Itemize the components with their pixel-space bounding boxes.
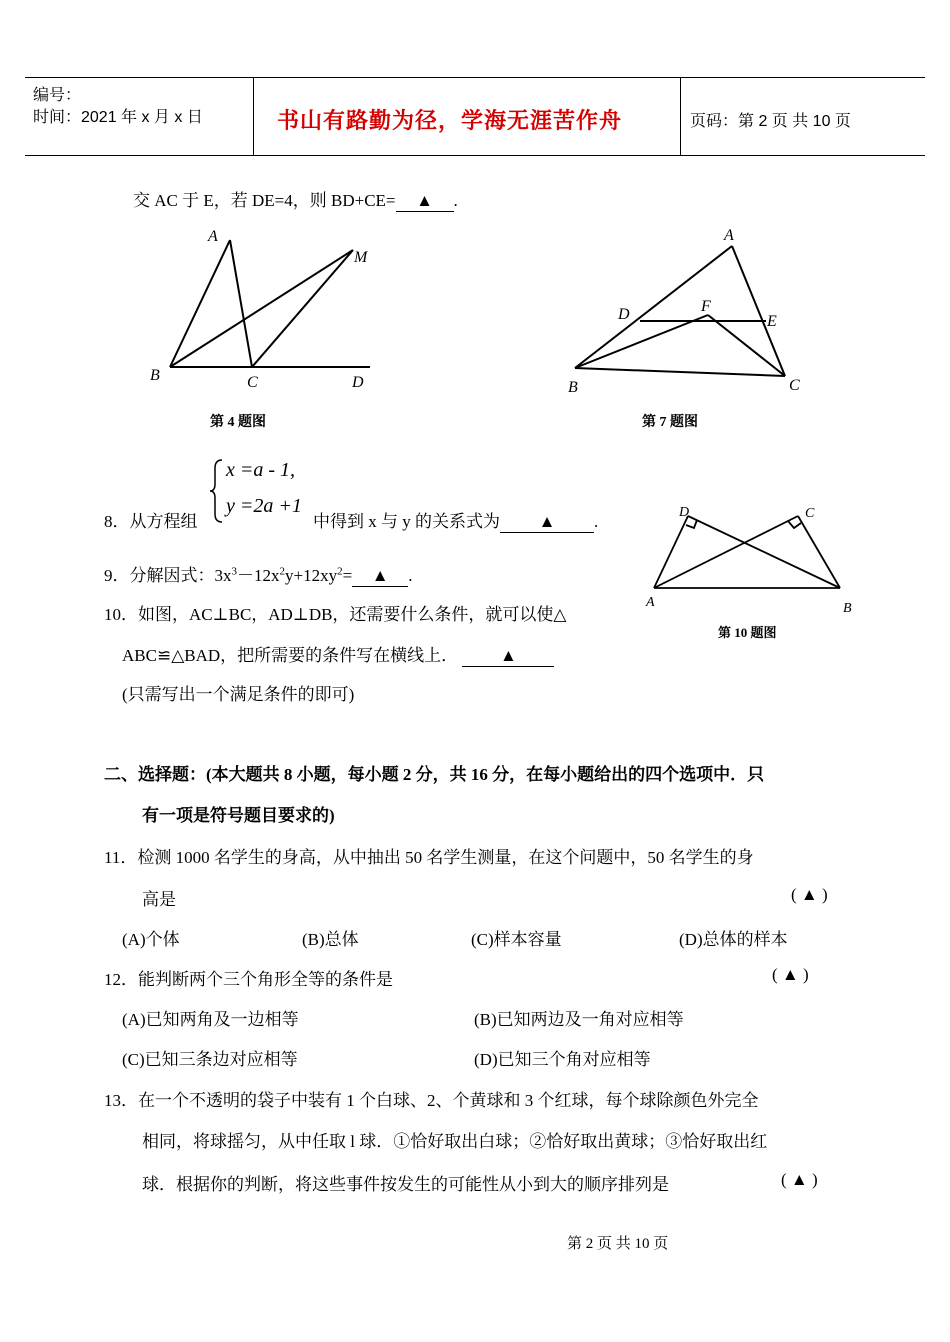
q9-exp-3: 2 <box>337 565 343 578</box>
section-2-heading-1: 二、选择题：(本大题共 8 小题，每小题 2 分，共 16 分，在每小题给出的四个选项中．只 <box>104 765 765 784</box>
q11-line-1: 11．检测 1000 名学生的身高，从中抽出 50 名学生测量，在这个问题中，50 名学生的身 <box>104 848 754 867</box>
q13-line-3: 球．根据你的判断，将这些事件按发生的可能性从小到大的顺序排列是 <box>142 1175 669 1194</box>
q13-answer-paren: ( ▲ ) <box>781 1170 818 1189</box>
section-2-heading-2: 有一项是符号题目要求的) <box>142 806 335 825</box>
header-divider-left <box>253 77 254 155</box>
q11-line-2: 高是 <box>142 890 176 909</box>
q13-line-2: 相同，将球摇匀，从中任取 l 球．①恰好取出白球；②恰好取出黄球；③恰好取出红 <box>142 1132 768 1151</box>
q7-text: 交 AC 于 E，若 DE=4，则 BD+CE= <box>133 191 396 210</box>
header-top-rule <box>25 77 925 78</box>
fig7-label-f: F <box>701 298 711 315</box>
q8-prefix: 8．从方程组 <box>104 512 198 531</box>
q9-text-4: = <box>342 566 353 585</box>
equation-line-1: x =a - 1, <box>226 459 296 481</box>
fig10-label-b: B <box>843 601 852 616</box>
fig7-label-b: B <box>568 379 578 396</box>
fig10-label-d: D <box>679 505 690 520</box>
header-motto: 书山有路勤为径，学海无涯苦作舟 <box>277 108 623 133</box>
answer-mark: ▲ <box>500 646 517 665</box>
q12-option-b: (B)已知两边及一角对应相等 <box>474 1010 684 1029</box>
footer-page-number: 第 2 页 共 10 页 <box>567 1236 669 1252</box>
period: . <box>453 191 458 210</box>
equation-brace <box>209 458 225 524</box>
page-label: 页码：第 2 页 共 10 页 <box>690 113 851 130</box>
answer-blank <box>396 191 454 212</box>
q11-answer-paren: ( ▲ ) <box>791 885 828 904</box>
answer-blank <box>500 512 594 533</box>
answer-mark: ▲ <box>538 512 556 531</box>
answer-mark: ▲ <box>416 191 433 210</box>
q12-answer-paren: ( ▲ ) <box>772 965 809 984</box>
fig7-label-d: D <box>618 306 630 323</box>
q9-text-2: －12x <box>237 566 280 585</box>
q11-option-b: (B)总体 <box>302 930 359 949</box>
time-label: 时间：2021 年 x 月 x 日 <box>33 109 203 126</box>
answer-mark: ▲ <box>371 566 389 585</box>
q12-option-d: (D)已知三个角对应相等 <box>474 1050 651 1069</box>
fig4-caption: 第 4 题图 <box>210 415 266 430</box>
period: . <box>408 566 413 585</box>
q10-text: ABC≌△BAD，把所需要的条件写在横线上． <box>122 646 459 665</box>
figure-7 <box>560 220 820 400</box>
q8-suffix <box>313 507 598 533</box>
q10-line-3: (只需写出一个满足条件的即可) <box>122 685 355 704</box>
q11-option-a: (A)个体 <box>122 930 180 949</box>
fig10-caption: 第 10 题图 <box>718 625 777 640</box>
q11-option-d: (D)总体的样本 <box>679 930 788 949</box>
answer-blank <box>462 646 554 667</box>
fig7-label-e: E <box>767 313 777 330</box>
fig4-label-d: D <box>352 374 364 391</box>
q9-exp-2: 2 <box>279 565 285 578</box>
figure-4 <box>140 220 380 400</box>
q10-line-1: 10．如图，AC⊥BC，AD⊥DB，还需要什么条件，就可以使△ <box>104 605 567 624</box>
q12-option-c: (C)已知三条边对应相等 <box>122 1050 298 1069</box>
serial-label: 编号： <box>33 87 82 104</box>
fig7-label-a: A <box>724 227 734 244</box>
answer-blank <box>352 566 408 587</box>
q8-suffix-text: 中得到 x 与 y 的关系式为 <box>313 512 500 531</box>
q9-line <box>104 561 412 587</box>
q7-continuation <box>133 186 458 212</box>
fig4-label-b: B <box>150 367 160 384</box>
q9-text-1: 9．分解因式：3x <box>104 566 232 585</box>
fig4-label-a: A <box>208 228 218 245</box>
fig4-label-c: C <box>247 374 258 391</box>
fig7-label-c: C <box>789 377 800 394</box>
fig10-label-c: C <box>805 506 815 521</box>
header-bottom-rule <box>25 155 925 156</box>
fig10-label-a: A <box>646 595 655 610</box>
header-divider-right <box>680 77 681 155</box>
q13-line-1: 13．在一个不透明的袋子中装有 1 个白球、2、个黄球和 3 个红球，每个球除颜色外完全 <box>104 1091 759 1110</box>
fig4-label-m: M <box>354 249 368 266</box>
q9-exp-1: 3 <box>231 565 237 578</box>
fig7-caption: 第 7 题图 <box>642 415 698 430</box>
q12-line: 12．能判断两个三个角形全等的条件是 <box>104 970 393 989</box>
figure-10 <box>640 500 860 620</box>
q12-option-a: (A)已知两角及一边相等 <box>122 1010 299 1029</box>
period: . <box>594 512 599 531</box>
equation-line-2: y =2a +1 <box>226 495 302 517</box>
q10-line-2 <box>122 641 554 667</box>
q11-option-c: (C)样本容量 <box>471 930 562 949</box>
q9-text-3: y+12xy <box>285 566 338 585</box>
